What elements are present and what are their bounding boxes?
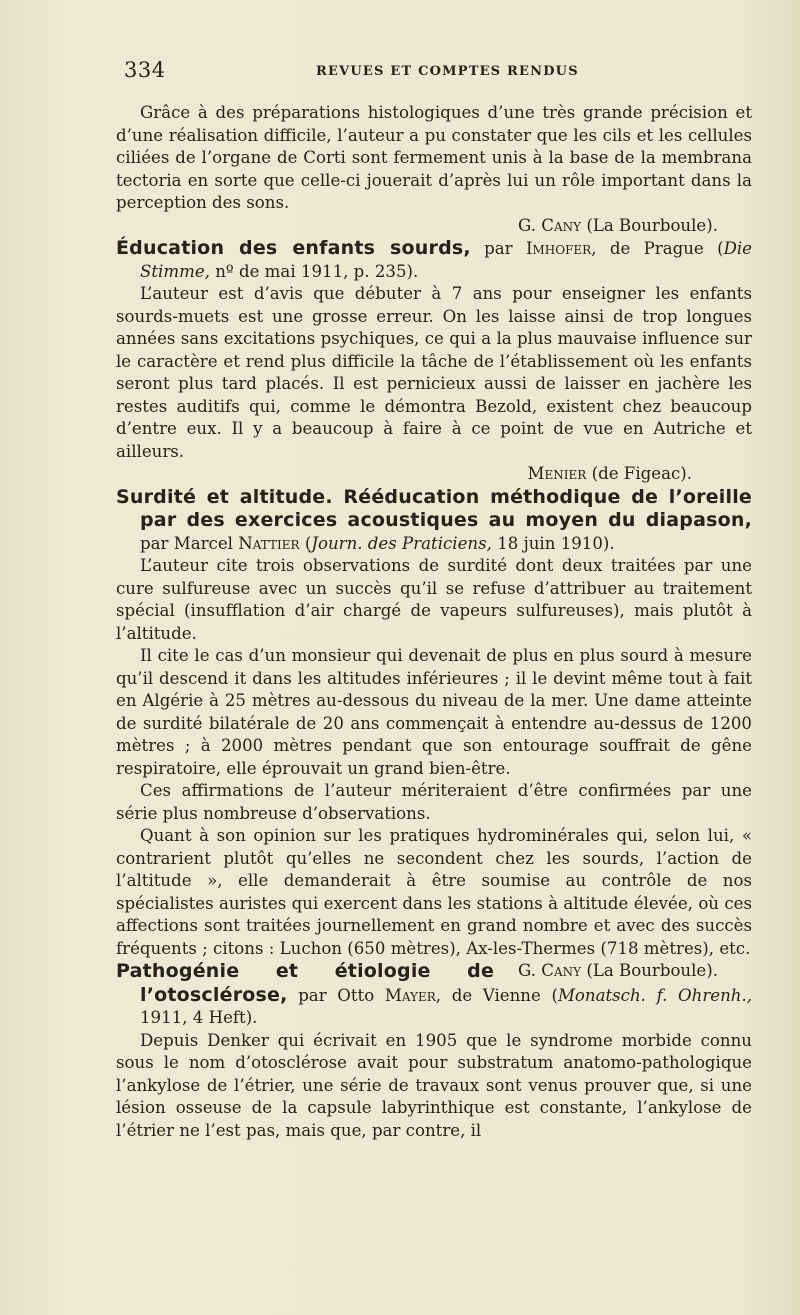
paragraph-observations: L’auteur cite trois observations de surdité dont deux traitées par une cure sulfureuse avec un succès qu’il se refuse d’attribuer au traitement spécial (insufflation d’air chargé de vapeurs sulfureuses), mais plutôt à l’altitude. (116, 556, 752, 643)
signature-cany-2: G. Cany (La Bourboule). (518, 961, 718, 980)
review-heading-otosclerosis: Pathogénie et étiologie de l’otosclérose, par Otto Mayer, de Vienne (Monatsch. f. Ohrenh., 1911, 4 Heft). (116, 960, 753, 1027)
paragraph-affirmations: Ces affirmations de l’auteur mériteraient d’être confirmées par une série plus nombreuse d’observations. (116, 781, 752, 823)
running-title: REVUES ET COMPTES RENDUS (316, 64, 579, 79)
review-title: Éducation des enfants sourds, (116, 237, 471, 259)
review-title: Pathogénie et étiologie de l’otosclérose, (116, 960, 495, 1006)
review-journal: Journ. des Praticiens, (311, 533, 492, 553)
review-journal: Die Stimme, (140, 239, 752, 281)
signature-menier: Menier (de Figeac). (527, 464, 692, 483)
review-journal: Monatsch. f. Ohrenh., (557, 985, 753, 1005)
review-title: Surdité et altitude. Rééducation méthodique de l’oreille par des exercices acoustiques au moyen du diapason, (116, 485, 752, 531)
paragraph-denker: Depuis Denker qui écrivait en 1905 que le syndrome morbide connu sous le nom d’otosclérose avait pour substratum anatomo-pathologique l’ankylose de l’étrier, une série de travaux sont venus prouver que, si une lésion osseuse de la capsule labyrinthique est constante, l’ankylose de l’étrier ne l’est pas, mais que, par contre, il (116, 1030, 752, 1140)
page-number: 334 (124, 58, 166, 82)
review-author: Imhofer, (525, 239, 597, 258)
review-heading-education: Éducation des enfants sourds, par Imhofer, de Prague (Die Stimme, nº de mai 1911, p. 235). (116, 237, 752, 281)
paragraph-histology: Grâce à des préparations histologiques d’une très grande précision et d’une réalisation difficile, l’auteur a pu constater que les cils et les cellules ciliées de l’organe de Corti sont fermement unis à la base de la membrana tectoria en sorte que celle-ci jouerait d’après lui un rôle important dans la perception des sons. (116, 103, 752, 212)
signature-cany-1: G. Cany (La Bourboule). (518, 215, 718, 235)
review-heading-altitude: Surdité et altitude. Rééducation méthodique de l’oreille par des exercices acoustiques au moyen du diapason, par Marcel Nattier (Journ. des Praticiens, 18 juin 1910). (116, 485, 752, 553)
page-header (116, 58, 752, 88)
review-author: Nattier (238, 533, 300, 553)
review-author: Mayer, (384, 985, 442, 1005)
paragraph-deaf-children: L’auteur est d’avis que débuter à 7 ans pour enseigner les enfants sourds-muets est une grosse erreur. On les laisse ainsi de trop longues années sans excitations psychiques, ce qui a la plus mauvaise influence sur le caractère et rend plus difficile la tâche de l’établissement où les enfants seront plus tard placés. Il est pernicieux aussi de laisser en jachère les restes auditifs qui, comme le démontra Bezold, existent chez beaucoup d’entre eux. Il y a beaucoup à faire à ce point de vue en Autriche et ailleurs. (116, 284, 752, 461)
paragraph-cases: Il cite le cas d’un monsieur qui devenait de plus en plus sourd à mesure qu’il descend it dans les altitudes inférieures ; il le devint même tout à fait en Algérie à 25 mètres au-dessous du niveau de la mer. Une dame atteinte de surdité bilatérale de 20 ans commençait à entendre au-dessus de 1200 mètres ; à 2000 mètres pendant que son entourage souffrait de gêne respiratoire, elle éprouvait un grand bien-être. (116, 646, 752, 778)
paragraph-hydromineral: Quant à son opinion sur les pratiques hydrominérales qui, selon lui, « contrarient plutôt qu’elles ne secondent chez les sourds, l’action de l’altitude », elle demanderait à être soumise au contrôle de nos spécialistes auristes qui exercent dans les stations à altitude élevée, où ces affections sont traitées journellement en grand nombre et avec des succès fréquents ; citons : Luchon (650 mètres), Ax-les-Thermes (718 mètres), etc. G. Cany (La Bourboule). (116, 825, 752, 960)
page-body (116, 102, 752, 1142)
